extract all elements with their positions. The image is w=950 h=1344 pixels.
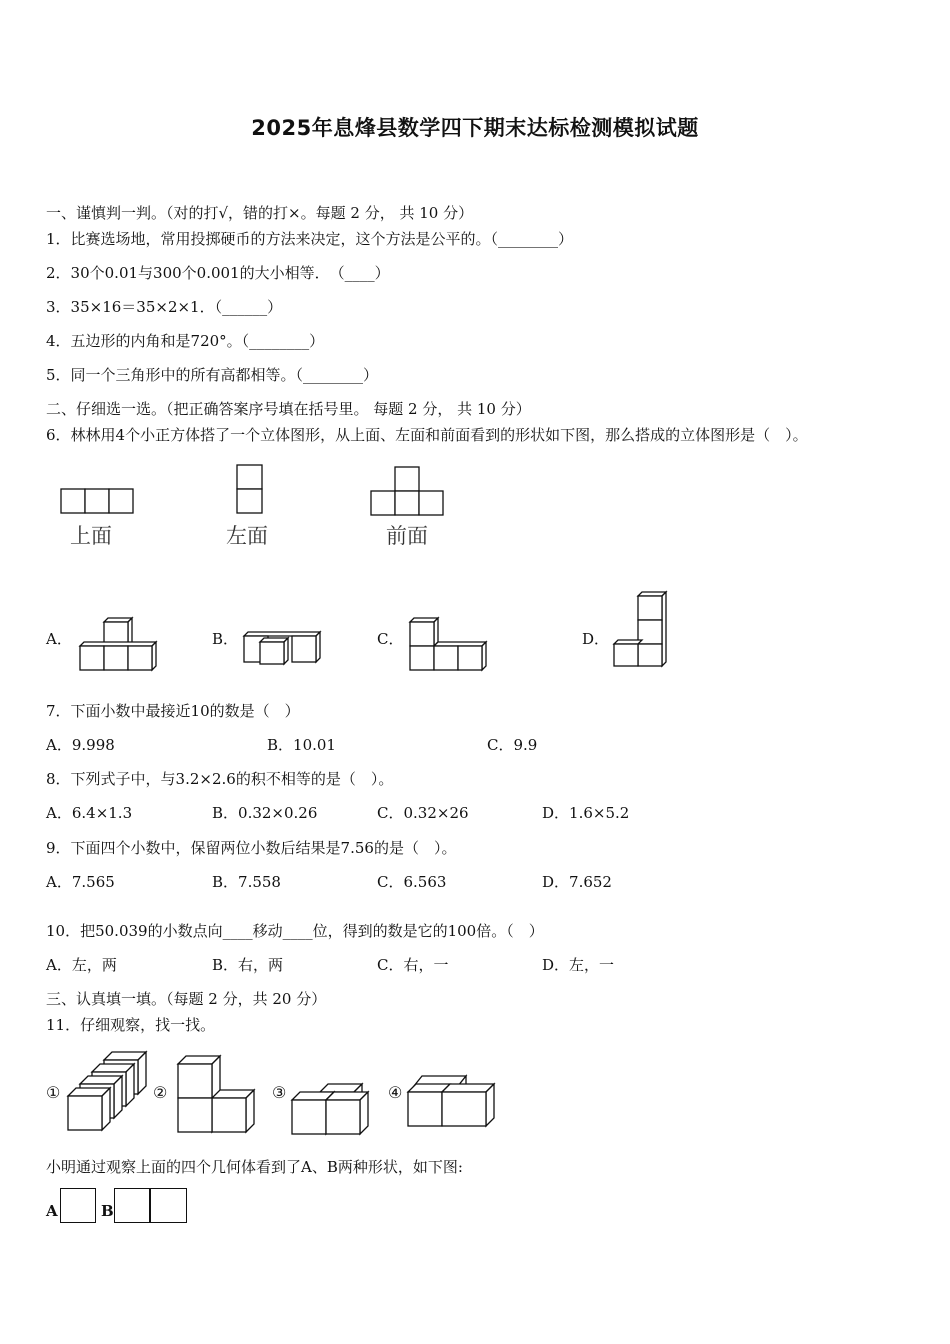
- front-view-caption: 前面: [386, 524, 428, 548]
- q7-option-b[interactable]: B．10.01: [267, 736, 336, 754]
- solid-3-figure: [290, 1076, 378, 1136]
- q6-option-a[interactable]: A．: [46, 630, 72, 648]
- question-11: 11．仔细观察，找一找。: [46, 1016, 216, 1034]
- question-7: 7．下面小数中最接近10的数是（ ）: [46, 702, 300, 720]
- q6-option-b[interactable]: B．: [212, 630, 239, 648]
- shape-a-label: A: [46, 1202, 58, 1220]
- q6-option-b-figure: [242, 628, 326, 668]
- section2-heading: 二、仔细选一选。（把正确答案序号填在括号里。 每题 2 分， 共 10 分）: [46, 400, 531, 418]
- q6-option-a-figure: [76, 616, 158, 672]
- section3-heading: 三、认真填一填。（每题 2 分，共 20 分）: [46, 990, 327, 1008]
- section1-heading: 一、谨慎判一判。（对的打√，错的打×。每题 2 分， 共 10 分）: [46, 204, 474, 222]
- q8-option-d[interactable]: D．1.6×5.2: [542, 804, 630, 822]
- q10-option-b[interactable]: B．右，两: [212, 956, 284, 974]
- q8-option-b[interactable]: B．0.32×0.26: [212, 804, 318, 822]
- q9-option-b[interactable]: B．7.558: [212, 873, 281, 891]
- q10-option-a[interactable]: A．左，两: [46, 956, 117, 974]
- top-view-figure: [60, 488, 136, 518]
- question-1: 1．比赛选场地，常用投掷硬币的方法来决定，这个方法是公平的。（________）: [46, 230, 574, 248]
- question-2: 2．30个0.01与300个0.001的大小相等． （____）: [46, 264, 390, 282]
- marker-2: ②: [153, 1083, 168, 1102]
- q6-option-c[interactable]: C．: [377, 630, 404, 648]
- marker-1: ①: [46, 1083, 61, 1102]
- left-view-caption: 左面: [226, 524, 268, 548]
- question-3: 3．35×16＝35×2×1．（______）: [46, 298, 283, 316]
- marker-4: ④: [388, 1083, 403, 1102]
- question-9: 9．下面四个小数中，保留两位小数后结果是7.56的是（ ）。: [46, 839, 457, 857]
- q10-option-c[interactable]: C．右，一: [377, 956, 449, 974]
- shape-a-square: [60, 1188, 96, 1223]
- q9-option-a[interactable]: A．7.565: [46, 873, 115, 891]
- question-6: 6．林林用4个小正方体搭了一个立体图形，从上面、左面和前面看到的形状如下图，那么搭成的立体图形是（ ）。: [46, 426, 808, 444]
- question-8: 8．下列式子中，与3.2×2.6的积不相等的是（ ）。: [46, 770, 394, 788]
- left-view-figure: [236, 464, 266, 516]
- q6-option-d-figure: [612, 590, 672, 670]
- q9-option-d[interactable]: D．7.652: [542, 873, 612, 891]
- page-title: 2025年息烽县数学四下期末达标检测模拟试题: [251, 116, 699, 140]
- q7-option-a[interactable]: A．9.998: [46, 736, 115, 754]
- shape-b-label: B: [101, 1202, 114, 1220]
- solid-1-figure: [66, 1050, 152, 1134]
- solid-4-figure: [406, 1068, 498, 1136]
- shape-b-square-left: [114, 1188, 150, 1223]
- q7-option-c[interactable]: C．9.9: [487, 736, 538, 754]
- front-view-figure: [370, 466, 446, 520]
- solid-2-figure: [174, 1054, 264, 1136]
- question-5: 5．同一个三角形中的所有高都相等。（________）: [46, 366, 379, 384]
- top-view-caption: 上面: [70, 524, 112, 548]
- q6-option-c-figure: [408, 616, 492, 672]
- q6-option-d[interactable]: D．: [582, 630, 610, 648]
- q8-option-a[interactable]: A．6.4×1.3: [46, 804, 133, 822]
- question-11-description: 小明通过观察上面的四个几何体看到了A、B两种形状，如下图:: [46, 1158, 463, 1176]
- marker-3: ③: [272, 1083, 287, 1102]
- question-4: 4．五边形的内角和是720°。（________）: [46, 332, 325, 350]
- q8-option-c[interactable]: C．0.32×26: [377, 804, 469, 822]
- q10-option-d[interactable]: D．左，一: [542, 956, 615, 974]
- question-10: 10．把50.039的小数点向____移动____位，得到的数是它的100倍。（ ）: [46, 922, 544, 940]
- shape-b-square-right: [150, 1188, 187, 1223]
- q9-option-c[interactable]: C．6.563: [377, 873, 447, 891]
